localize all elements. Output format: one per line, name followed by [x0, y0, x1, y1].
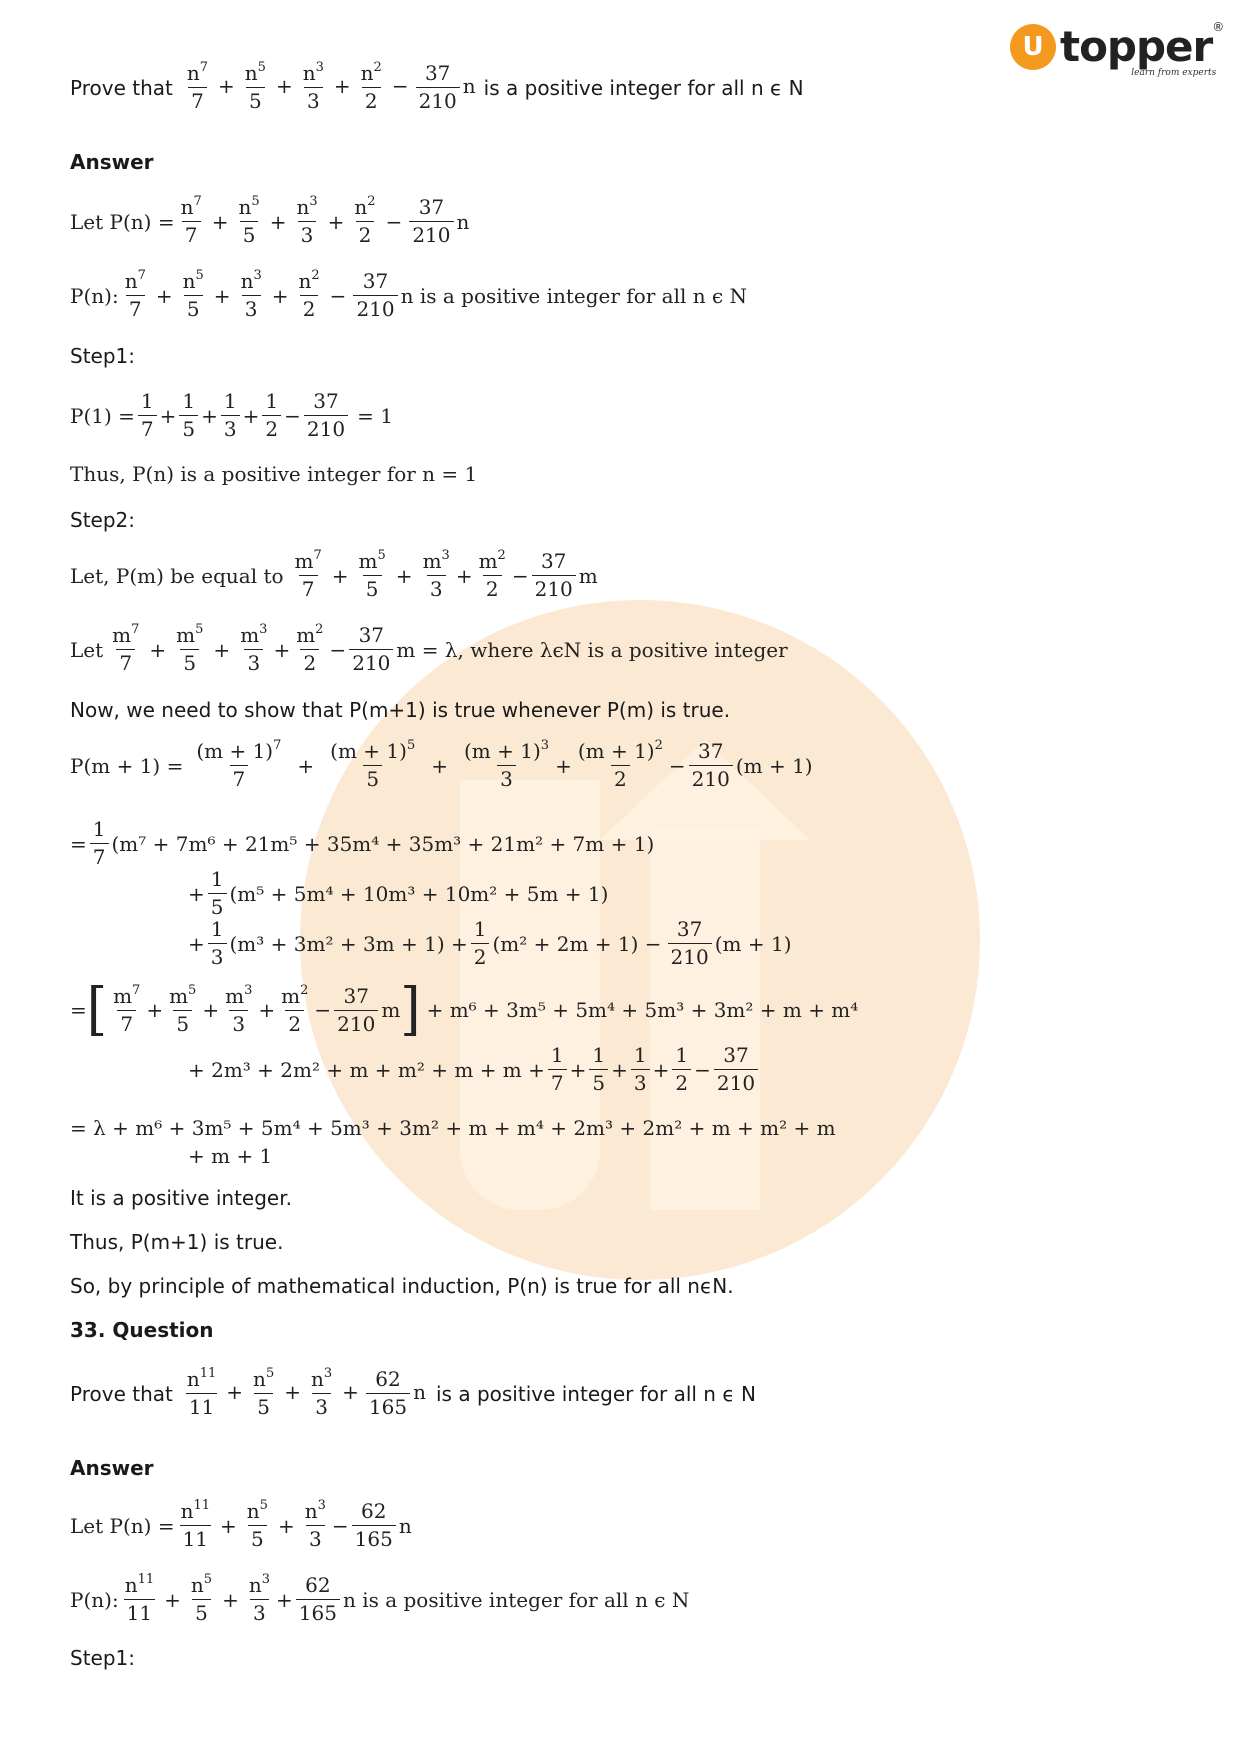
q33-let-label: Let P(n) = — [70, 1513, 175, 1538]
let-pn-label: Let P(n) = — [70, 209, 175, 234]
q33-prompt — [70, 1368, 756, 1419]
expansion-1-tail: (m⁷ + 7m⁶ + 21m⁵ + 35m⁴ + 35m³ + 21m² + 7m + 1) — [111, 831, 655, 856]
show-statement: Now, we need to show that P(m+1) is true whenever P(m) is true. — [70, 698, 731, 722]
q33-answer-heading: Answer — [70, 1456, 154, 1480]
topper-logo — [1010, 20, 1225, 78]
q33-pn-suffix: n is a positive integer for all n ϵ N — [342, 1587, 690, 1612]
logo-tagline: learn from experts — [1131, 68, 1217, 78]
q1-prompt-expression: $\frac{n^7}{7}$ + $\frac{n^5}{5}$ + $\frac{n^3}{3}$ + $\frac{n^2}{2}$ − $\frac{37}{210}$ n — [186, 60, 476, 113]
logo-name: topper — [1060, 22, 1213, 71]
let-pm-definition: Let, P(m) be equal to $\frac{m^7}{7}$ + $\frac{m^5}{5}$ + $\frac{m^3}{3}$ + $\frac{m^2}{2}$ − $\frac{37}{210}$ m — [70, 548, 598, 601]
q33-pn-label: P(n): — [70, 1587, 119, 1612]
bracket-line-2-text: + 2m³ + 2m² + m + m² + m + m + — [188, 1057, 545, 1082]
let-pn-definition: Let P(n) = $\frac{n^7}{7}$ + $\frac{n^5}{5}$ + $\frac{n^3}{3}$ + $\frac{n^2}{2}$ − $\frac{37}{210}$ n — [70, 194, 470, 247]
p1-result: = 1 — [357, 403, 393, 428]
lambda-definition: Let $\frac{m^7}{7}$ + $\frac{m^5}{5}$ + $\frac{m^3}{3}$ + $\frac{m^2}{2}$ − $\frac{37}{210}$ m = λ, where λϵN is a positive integer — [70, 622, 788, 675]
p1-calculation: P(1) = $\frac{1}{7}$ + $\frac{1}{5}$ + $\frac{1}{3}$ + $\frac{1}{2}$ − $\frac{37}{210}$ = 1 — [70, 389, 393, 441]
lambda-suffix: m = λ, where λϵN is a positive integer — [396, 637, 788, 662]
q33-prompt-expression: $\frac{n^{11}}{11}$ + $\frac{n^5}{5}$ + $\frac{n^3}{3}$ + $\frac{62}{165}$ n — [186, 1366, 426, 1419]
q33-let-pn: Let P(n) = $\frac{n^{11}}{11}$ + $\frac{n^5}{5}$ + $\frac{n^3}{3}$ − $\frac{62}{165}$ n — [70, 1498, 412, 1551]
logo-mark: U — [1010, 24, 1056, 70]
bracket-line-1: = [ $\frac{m^7}{7}$ + $\frac{m^5}{5}$ + $\frac{m^3}{3}$ + $\frac{m^2}{2}$ − $\frac{37}{210}$ m ] + m⁶ + 3m⁵ + 5m⁴ + 5m³ + 3m² + m + m⁴ — [70, 977, 859, 1043]
step1-label: Step1: — [70, 344, 135, 368]
pm1-expression: P(m + 1) = $\frac{(m + 1)^7}{7}$ + $\frac{(m + 1)^5}{5}$ + $\frac{(m + 1)^3}{3}$ + $\frac{(m + 1)^2}{2}$ − $\frac{37}{210}$ (m + 1) — [70, 738, 813, 791]
bracket-line-2: + 2m³ + 2m² + m + m² + m + m + $\frac{1}{7}$ + $\frac{1}{5}$ + $\frac{1}{3}$ + $\frac{1}{2}$ − $\frac{37}{210}$ — [188, 1044, 761, 1095]
answer-heading: Answer — [70, 150, 154, 174]
expansion-line-2: + $\frac{1}{5}$ (m⁵ + 5m⁴ + 10m³ + 10m² + 5m + 1) — [188, 867, 609, 919]
pn-statement: P(n): $\frac{n^7}{7}$ + $\frac{n^5}{5}$ + $\frac{n^3}{3}$ + $\frac{n^2}{2}$ − $\frac{37}{210}$ n is a positive integer for all n ϵ N — [70, 268, 748, 321]
question-33-heading: 33. Question — [70, 1318, 214, 1342]
let-pm-label: Let, P(m) be equal to — [70, 563, 284, 588]
lambda-line-1: = λ + m⁶ + 3m⁵ + 5m⁴ + 5m³ + 3m² + m + m⁴ + 2m³ + 2m² + m + m² + m — [70, 1116, 836, 1140]
conclusion-positive-integer: It is a positive integer. — [70, 1186, 292, 1210]
p1-label: P(1) = — [70, 403, 135, 428]
pn-label: P(n): — [70, 283, 119, 308]
q1-prompt-prefix: Prove that — [70, 75, 173, 100]
conclusion-induction: So, by principle of mathematical induction, P(n) is true for all nϵN. — [70, 1274, 734, 1298]
pm1-label: P(m + 1) = — [70, 753, 184, 778]
q33-pn-statement: P(n): $\frac{n^{11}}{11}$ + $\frac{n^5}{5}$ + $\frac{n^3}{3}$ + $\frac{62}{165}$ n is a positive integer for all n ϵ N — [70, 1572, 690, 1625]
thus-n-equals-1: Thus, P(n) is a positive integer for n = 1 — [70, 462, 478, 486]
expansion-line-3: + $\frac{1}{3}$ (m³ + 3m² + 3m + 1) + $\frac{1}{2}$ (m² + 2m + 1) − $\frac{37}{210}$ (m + 1) — [188, 917, 792, 969]
conclusion-pm1-true: Thus, P(m+1) is true. — [70, 1230, 284, 1254]
pn-suffix: n is a positive integer for all n ϵ N — [400, 283, 748, 308]
registered-mark: ® — [1212, 20, 1225, 34]
expansion-3c: (m + 1) — [714, 931, 792, 956]
expansion-line-1: = $\frac{1}{7}$ (m⁷ + 7m⁶ + 21m⁵ + 35m⁴ + 35m³ + 21m² + 7m + 1) — [70, 817, 655, 869]
let-label: Let — [70, 637, 104, 662]
lambda-line-2: + m + 1 — [188, 1144, 273, 1168]
q33-prompt-prefix: Prove that — [70, 1381, 173, 1406]
q1-prompt-suffix: is a positive integer for all n ϵ N — [483, 75, 804, 100]
q33-step1-label: Step1: — [70, 1646, 135, 1670]
expansion-3a: (m³ + 3m² + 3m + 1) + — [229, 931, 468, 956]
q33-prompt-suffix: is a positive integer for all n ϵ N — [436, 1381, 756, 1406]
expansion-2-tail: (m⁵ + 5m⁴ + 10m³ + 10m² + 5m + 1) — [229, 881, 609, 906]
q1-prompt — [70, 62, 804, 113]
expansion-3b: (m² + 2m + 1) − — [492, 931, 662, 956]
bracket-tail: + m⁶ + 3m⁵ + 5m⁴ + 5m³ + 3m² + m + m⁴ — [426, 998, 859, 1022]
step2-label: Step2: — [70, 508, 135, 532]
